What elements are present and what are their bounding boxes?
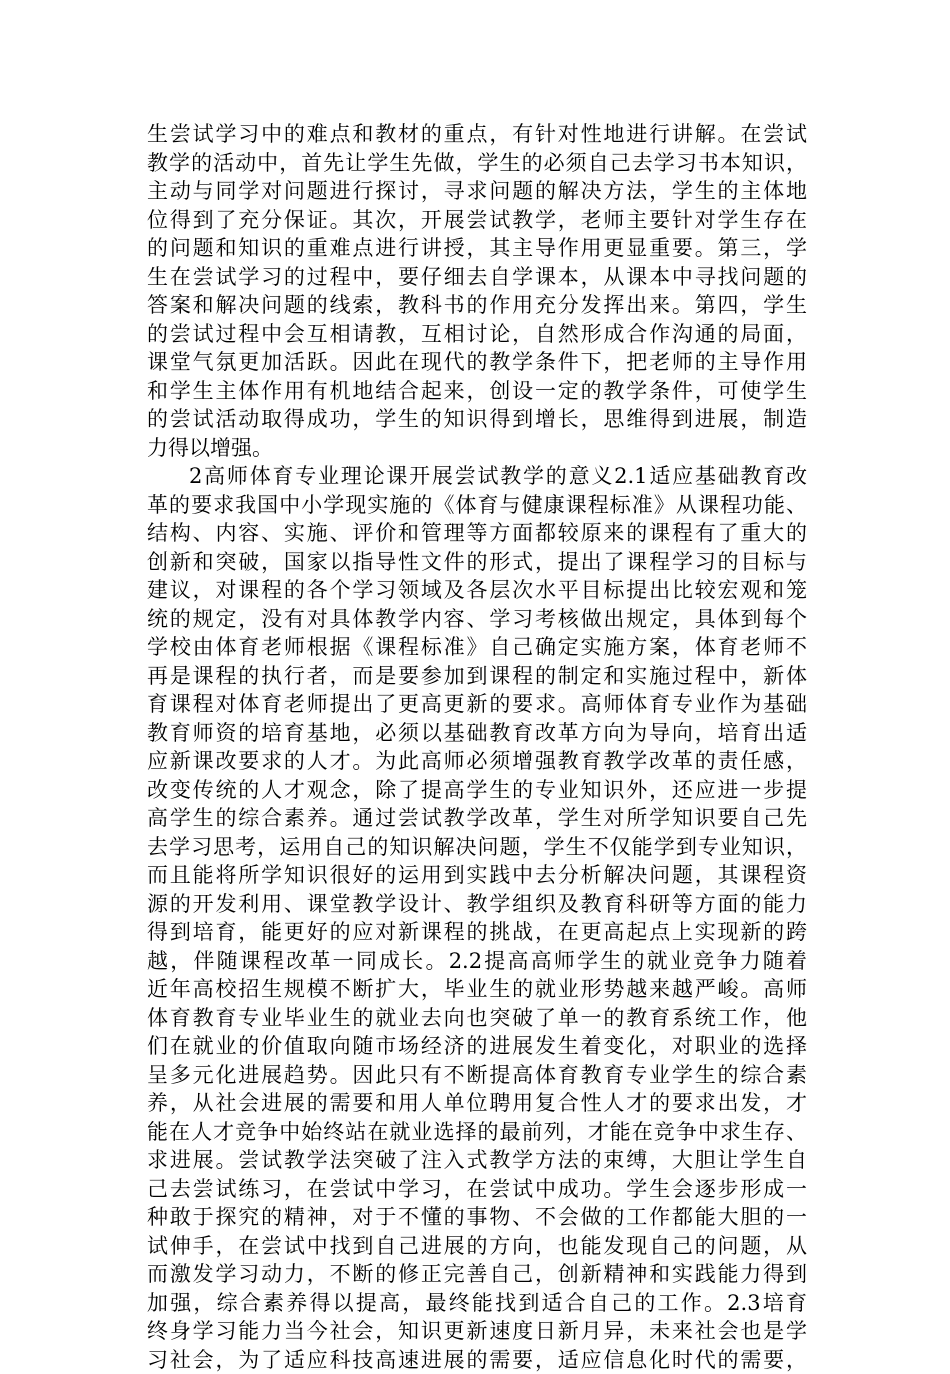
text-line: 的尝试活动取得成功，学生的知识得到增长，思维得到进展，制造 — [147, 405, 807, 434]
text-line: 教学的活动中，首先让学生先做，学生的必须自己去学习书本知识， — [147, 149, 807, 178]
document-body — [147, 120, 807, 1374]
text-line: 去学习思考，运用自己的知识解决问题，学生不仅能学到专业知识， — [147, 833, 807, 862]
text-line: 能在人才竞争中始终站在就业选择的最前列，才能在竞争中求生存、 — [147, 1118, 807, 1147]
text-line: 生在尝试学习的过程中，要仔细去自学课本，从课本中寻找问题的 — [147, 263, 807, 292]
text-line: 源的开发利用、课堂教学设计、教学组织及教育科研等方面的能力 — [147, 890, 807, 919]
text-line: 养，从社会进展的需要和用人单位聘用复合性人才的要求出发，才 — [147, 1089, 807, 1118]
text-line: 终身学习能力当今社会，知识更新速度日新月异，未来社会也是学 — [147, 1317, 807, 1346]
paragraph — [147, 462, 807, 1374]
text-line: 2高师体育专业理论课开展尝试教学的意义2.1适应基础教育改 — [147, 462, 807, 491]
text-line: 学校由体育老师根据《课程标准》自己确定实施方案，体育老师不 — [147, 633, 807, 662]
text-line: 革的要求我国中小学现实施的《体育与健康课程标准》从课程功能、 — [147, 491, 807, 520]
text-line: 体育教育专业毕业生的就业去向也突破了单一的教育系统工作，他 — [147, 1004, 807, 1033]
text-line: 而且能将所学知识很好的运用到实践中去分析解决问题，其课程资 — [147, 861, 807, 890]
text-line: 结构、内容、实施、评价和管理等方面都较原来的课程有了重大的 — [147, 519, 807, 548]
text-line: 的问题和知识的重难点进行讲授，其主导作用更显重要。第三，学 — [147, 234, 807, 263]
text-line: 育课程对体育老师提出了更高更新的要求。高师体育专业作为基础 — [147, 690, 807, 719]
text-line: 求进展。尝试教学法突破了注入式教学方法的束缚，大胆让学生自 — [147, 1146, 807, 1175]
text-line: 和学生主体作用有机地结合起来，创设一定的教学条件，可使学生 — [147, 377, 807, 406]
text-line: 得到培育，能更好的应对新课程的挑战，在更高起点上实现新的跨 — [147, 918, 807, 947]
text-line: 改变传统的人才观念，除了提高学生的专业知识外，还应进一步提 — [147, 776, 807, 805]
text-line: 呈多元化进展趋势。因此只有不断提高体育教育专业学生的综合素 — [147, 1061, 807, 1090]
text-line: 再是课程的执行者，而是要参加到课程的制定和实施过程中，新体 — [147, 662, 807, 691]
text-line: 教育师资的培育基地，必须以基础教育改革方向为导向，培育出适 — [147, 719, 807, 748]
text-line: 种敢于探究的精神，对于不懂的事物、不会做的工作都能大胆的一 — [147, 1203, 807, 1232]
text-line: 的尝试过程中会互相请教，互相讨论，自然形成合作沟通的局面， — [147, 320, 807, 349]
text-line: 试伸手，在尝试中找到自己进展的方向，也能发现自己的问题，从 — [147, 1232, 807, 1261]
text-line: 统的规定，没有对具体教学内容、学习考核做出规定，具体到每个 — [147, 605, 807, 634]
text-line: 习社会，为了适应科技高速进展的需要，适应信息化时代的需要， — [147, 1346, 807, 1374]
text-line: 位得到了充分保证。其次，开展尝试教学，老师主要针对学生存在 — [147, 206, 807, 235]
text-line: 主动与同学对问题进行探讨，寻求问题的解决方法，学生的主体地 — [147, 177, 807, 206]
paragraph — [147, 120, 807, 462]
text-line: 加强，综合素养得以提高，最终能找到适合自己的工作。2.3培育 — [147, 1289, 807, 1318]
text-line: 答案和解决问题的线索，教科书的作用充分发挥出来。第四，学生 — [147, 291, 807, 320]
text-line: 生尝试学习中的难点和教材的重点，有针对性地进行讲解。在尝试 — [147, 120, 807, 149]
text-line: 课堂气氛更加活跃。因此在现代的教学条件下，把老师的主导作用 — [147, 348, 807, 377]
text-line: 建议，对课程的各个学习领域及各层次水平目标提出比较宏观和笼 — [147, 576, 807, 605]
text-line: 近年高校招生规模不断扩大，毕业生的就业形势越来越严峻。高师 — [147, 975, 807, 1004]
text-line: 越，伴随课程改革一同成长。2.2提高高师学生的就业竞争力随着 — [147, 947, 807, 976]
text-line: 己去尝试练习，在尝试中学习，在尝试中成功。学生会逐步形成一 — [147, 1175, 807, 1204]
text-line: 应新课改要求的人才。为此高师必须增强教育教学改革的责任感， — [147, 747, 807, 776]
text-line: 高学生的综合素养。通过尝试教学改革，学生对所学知识要自己先 — [147, 804, 807, 833]
text-line: 创新和突破，国家以指导性文件的形式，提出了课程学习的目标与 — [147, 548, 807, 577]
text-line: 们在就业的价值取向随市场经济的进展发生着变化，对职业的选择 — [147, 1032, 807, 1061]
text-line: 而激发学习动力，不断的修正完善自己，创新精神和实践能力得到 — [147, 1260, 807, 1289]
text-line: 力得以增强。 — [147, 434, 807, 463]
